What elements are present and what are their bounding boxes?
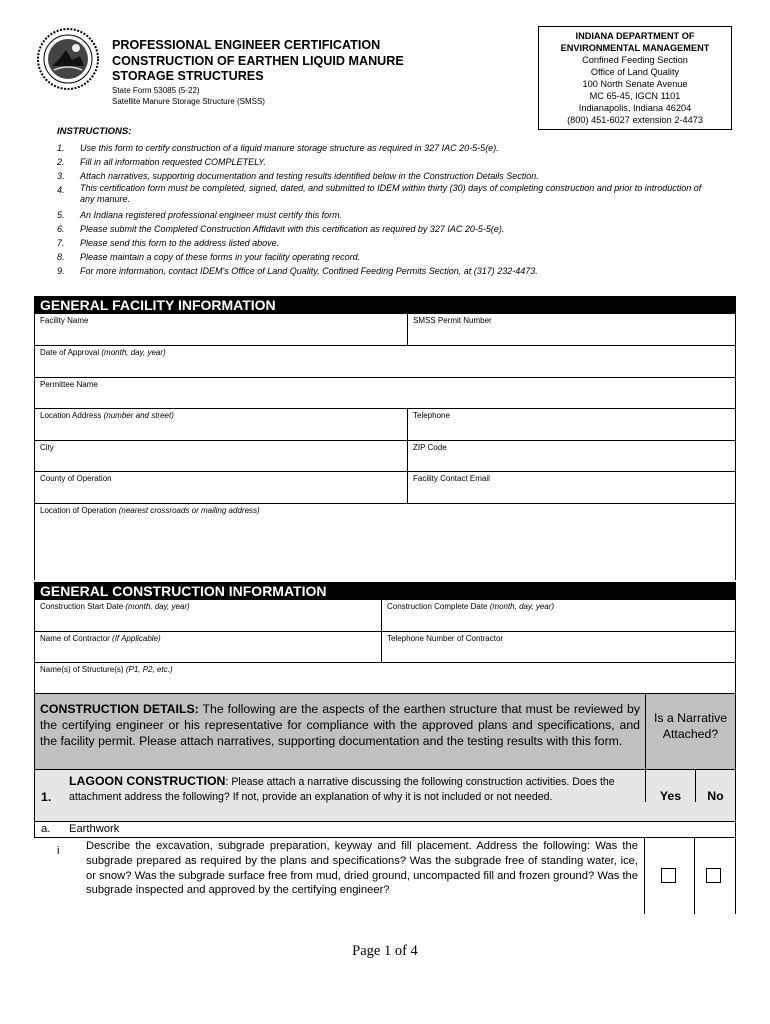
form-row [35,632,735,663]
general-construction-heading: GENERAL CONSTRUCTION INFORMATION [34,582,736,600]
construction-details-text: CONSTRUCTION DETAILS: The following are the aspects of the earthen structure that must be reviewed by the certifying engineer or his representative for compliance with the approved plans and specifications, and the facility permit. Please attach narratives, supporting documentation and the testing results with this form. [40,702,640,748]
agency-phone: (800) 451-6027 extension 2-4473 [567,115,703,125]
no-column [694,838,695,914]
instruction-item: 6. Please submit the Completed Construction Affidavit with this certification as required by 327 IAC 20-5-5(e). [57,224,505,234]
instruction-item: 1. Use this form to certify construction of a liquid manure storage structure as required in 327 IAC 20-5-5(e). [57,143,499,153]
lagoon-construction-row [34,770,736,822]
narrative-attached-header: Is a Narrative Attached? [645,694,735,769]
yes-column-header: Yes [645,770,695,802]
instruction-item: 7. Please send this form to the address listed above. [57,238,280,248]
form-row [35,600,735,632]
facility-name-field[interactable]: Facility Name [40,316,89,325]
earthwork-letter: a. [41,823,51,835]
yes-column [644,838,645,914]
item-i-number: i [57,845,60,857]
form-row [35,441,735,472]
form-row [35,663,735,693]
form-number: State Form 53085 (5-22) [112,86,200,95]
general-construction-grid [34,600,736,693]
yes-checkbox[interactable] [661,868,676,883]
lagoon-number: 1. [41,790,52,804]
form-title [112,38,472,85]
form-title-line: PROFESSIONAL ENGINEER CERTIFICATION [112,38,381,52]
page-number: Page 1 of 4 [352,943,418,959]
instruction-item: 9. For more information, contact IDEM's Office of Land Quality, Confined Feeding Permits Section, at (317) 232-4473. [57,266,538,276]
telephone-field[interactable]: Telephone [407,409,735,440]
form-row [35,472,735,504]
construction-complete-field[interactable]: Construction Complete Date (month, day, year) [381,600,735,631]
agency-office: Office of Land Quality [590,67,680,77]
earthwork-label: Earthwork [69,823,120,835]
county-field[interactable]: County of Operation [40,474,112,483]
contractor-phone-field[interactable]: Telephone Number of Contractor [381,632,735,662]
no-checkbox[interactable] [706,868,721,883]
construction-start-field[interactable]: Construction Start Date (month, day, year) [40,602,190,611]
agency-name: INDIANA DEPARTMENT OF [575,31,695,41]
instructions-heading: INSTRUCTIONS: [57,126,132,137]
zip-field[interactable]: ZIP Code [407,441,735,471]
agency-name: ENVIRONMENTAL MANAGEMENT [560,43,710,53]
permittee-name-field[interactable]: Permittee Name [40,380,98,389]
lagoon-text: LAGOON CONSTRUCTION: Please attach a narrative discussing the following construction activities. Does the attachment address the following? If not, provide an explanation of why it is not included or not needed. [69,774,615,803]
agency-section: Confined Feeding Section [582,55,688,65]
general-facility-grid [34,314,736,580]
form-row [35,378,735,409]
location-address-field[interactable]: Location Address (number and street) [40,411,174,420]
instruction-item: 8. Please maintain a copy of these forms in your facility operating record. [57,252,361,262]
instruction-item: 3. Attach narratives, supporting documentation and testing results identified below in the Construction Details Section. [57,171,539,181]
smss-permit-field[interactable]: SMSS Permit Number [407,314,735,345]
city-field[interactable]: City [40,443,54,452]
general-facility-heading: GENERAL FACILITY INFORMATION [34,296,736,314]
agency-address-box [538,26,732,130]
agency-mail-code: MC 65-45, IGCN 1101 [589,91,681,101]
instruction-item: 2. Fill in all information requested COMPLETELY. [57,157,266,167]
form-title-line: STORAGE STRUCTURES [112,69,264,83]
state-seal-logo [36,26,100,92]
form-row [35,346,735,378]
form-row [35,409,735,441]
form-row [35,504,735,580]
form-row [35,314,735,346]
instruction-item: 4. This certification form must be completed, signed, dated, and submitted to IDEM within thirty (30) days of completing construction and prior to introduction of any manure. [57,183,702,204]
earthwork-item-i [34,838,736,914]
agency-city: Indianapolis, Indiana 46204 [578,103,692,113]
no-column-header: No [695,770,735,802]
instructions-list [57,141,717,278]
construction-details-box [34,693,736,770]
item-i-text: Describe the excavation, subgrade preparation, keyway and fill placement. Address the following: Was the subgrade prepared as required by the plans and specifications? Was the subgrade free of standing water, ice, or snow? Was the subgrade surface free from mud, dried ground, uncompacted fill and frozen ground? Was the subgrade inspected and approved by the certifying engineer? [86,840,638,897]
form-subtitle: Satellite Manure Storage Structure (SMSS) [112,97,265,106]
contractor-name-field[interactable]: Name of Contractor (If Applicable) [40,634,161,643]
location-operation-field[interactable]: Location of Operation (nearest crossroads or mailing address) [40,506,260,515]
structure-names-field[interactable]: Name(s) of Structure(s) (P1, P2, etc.) [40,665,173,674]
earthwork-row [34,822,736,838]
agency-street: 100 North Senate Avenue [582,79,688,89]
form-title-line: CONSTRUCTION OF EARTHEN LIQUID MANURE [112,53,404,68]
date-approval-field[interactable]: Date of Approval (month, day, year) [40,348,166,357]
instruction-item: 5. An Indiana registered professional engineer must certify this form. [57,210,343,220]
contact-email-field[interactable]: Facility Contact Email [407,472,735,503]
